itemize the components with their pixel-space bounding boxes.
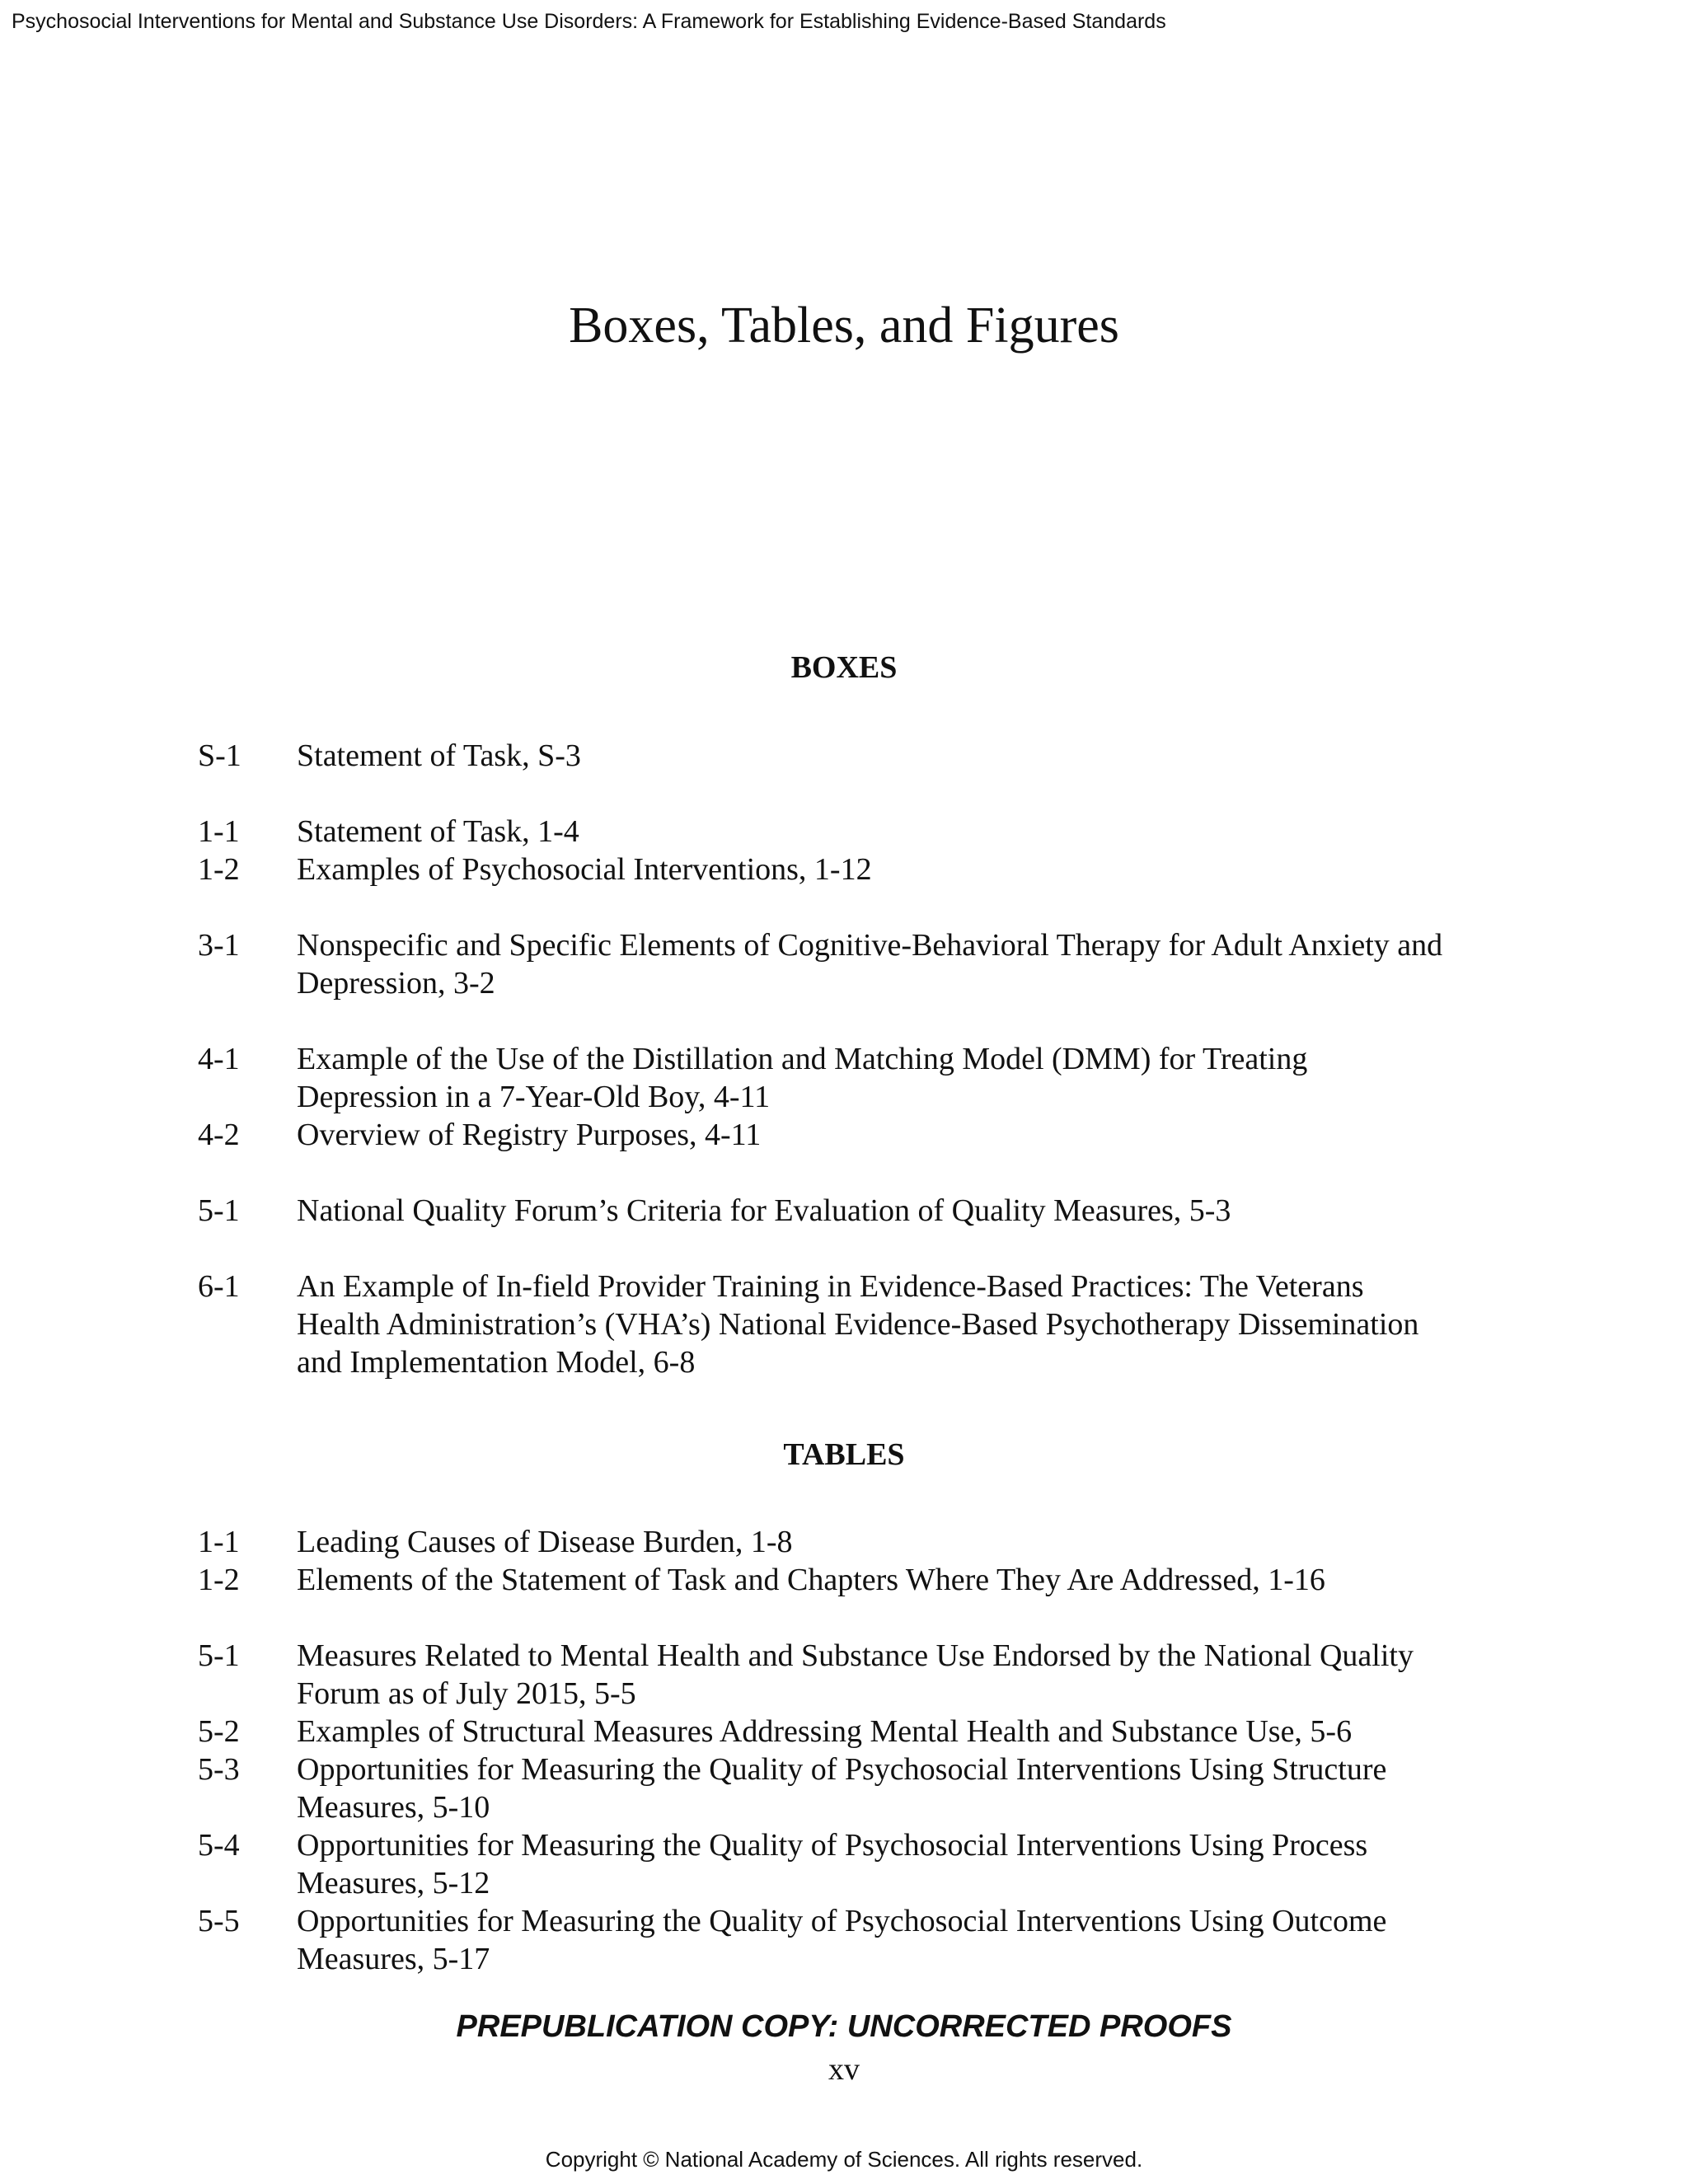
table-entry-title: Measures Related to Mental Health and Substance Use Endorsed by the National Quality Forum as of July 2015, 5-5	[297, 1638, 1414, 1711]
table-entry-number: 5-1	[198, 1638, 240, 1673]
box-entry-number: 1-1	[198, 814, 240, 849]
box-entry-title: An Example of In-field Provider Training in Evidence-Based Practices: The Veterans Health Administration’s (VHA’s) National Evidence-Based Psychotherapy Dissemination and Implementation Model, 6-8	[297, 1269, 1419, 1380]
box-entry-title: Overview of Registry Purposes, 4-11	[297, 1118, 762, 1152]
prepublication-notice: PREPUBLICATION COPY: UNCORRECTED PROOFS	[456, 2009, 1232, 2044]
table-entry	[198, 1750, 1451, 1826]
tables-heading: TABLES	[783, 1437, 905, 1472]
boxes-heading: BOXES	[790, 650, 898, 685]
box-entry-number: 1-2	[198, 852, 240, 887]
table-entry-title: Elements of the Statement of Task and Chapters Where They Are Addressed, 1-16	[297, 1563, 1325, 1597]
table-entry-number: 5-3	[198, 1752, 240, 1787]
box-entry-title: Example of the Use of the Distillation and Matching Model (DMM) for Treating Depression in a 7-Year-Old Boy, 4-11	[297, 1042, 1308, 1114]
table-entry	[198, 1902, 1451, 1978]
table-entry-number: 1-2	[198, 1563, 240, 1597]
table-entry-title: Opportunities for Measuring the Quality of Psychosocial Interventions Using Outcome Measures, 5-17	[297, 1904, 1387, 1976]
box-entry	[198, 1040, 1451, 1116]
page-title: Boxes, Tables, and Figures	[569, 298, 1119, 354]
box-entry	[198, 1116, 1451, 1154]
table-entry	[198, 1637, 1451, 1713]
table-entry	[198, 1713, 1451, 1750]
box-entry-number: 6-1	[198, 1269, 240, 1304]
box-entry	[198, 813, 1451, 851]
table-entry-title: Opportunities for Measuring the Quality of Psychosocial Interventions Using Structure Measures, 5-10	[297, 1752, 1387, 1825]
box-entry	[198, 1192, 1451, 1230]
running-header: Psychosocial Interventions for Mental and Substance Use Disorders: A Framework for Establishing Evidence-Based Standards	[12, 10, 1166, 33]
box-entry-number: 4-1	[198, 1042, 240, 1076]
table-entry	[198, 1561, 1451, 1599]
box-entry-number: 3-1	[198, 928, 240, 963]
table-entry-number: 5-5	[198, 1904, 240, 1938]
box-entry-title: Statement of Task, S-3	[297, 738, 581, 773]
box-entry	[198, 737, 1451, 775]
table-entry-number: 1-1	[198, 1525, 240, 1559]
table-entry-number: 5-4	[198, 1828, 240, 1863]
box-entry	[198, 926, 1451, 1002]
copyright-notice: Copyright © National Academy of Sciences. All rights reserved.	[545, 2147, 1143, 2172]
box-entry-title: Statement of Task, 1-4	[297, 814, 579, 849]
table-entry-title: Leading Causes of Disease Burden, 1-8	[297, 1525, 793, 1559]
table-entry-title: Opportunities for Measuring the Quality of Psychosocial Interventions Using Process Measures, 5-12	[297, 1828, 1368, 1900]
box-entry-title: Nonspecific and Specific Elements of Cognitive-Behavioral Therapy for Adult Anxiety and Depression, 3-2	[297, 928, 1443, 1001]
box-entry-number: 5-1	[198, 1193, 240, 1228]
page-number: xv	[828, 2052, 860, 2087]
table-entry-number: 5-2	[198, 1714, 240, 1749]
box-entry-number: 4-2	[198, 1118, 240, 1152]
box-entry	[198, 1268, 1451, 1381]
table-entry-title: Examples of Structural Measures Addressing Mental Health and Substance Use, 5-6	[297, 1714, 1353, 1749]
table-entry	[198, 1523, 1451, 1561]
table-entry	[198, 1826, 1451, 1902]
box-entry-title: National Quality Forum’s Criteria for Evaluation of Quality Measures, 5-3	[297, 1193, 1231, 1228]
box-entry-title: Examples of Psychosocial Interventions, 1-12	[297, 852, 872, 887]
box-entry	[198, 851, 1451, 888]
box-entry-number: S-1	[198, 738, 241, 773]
